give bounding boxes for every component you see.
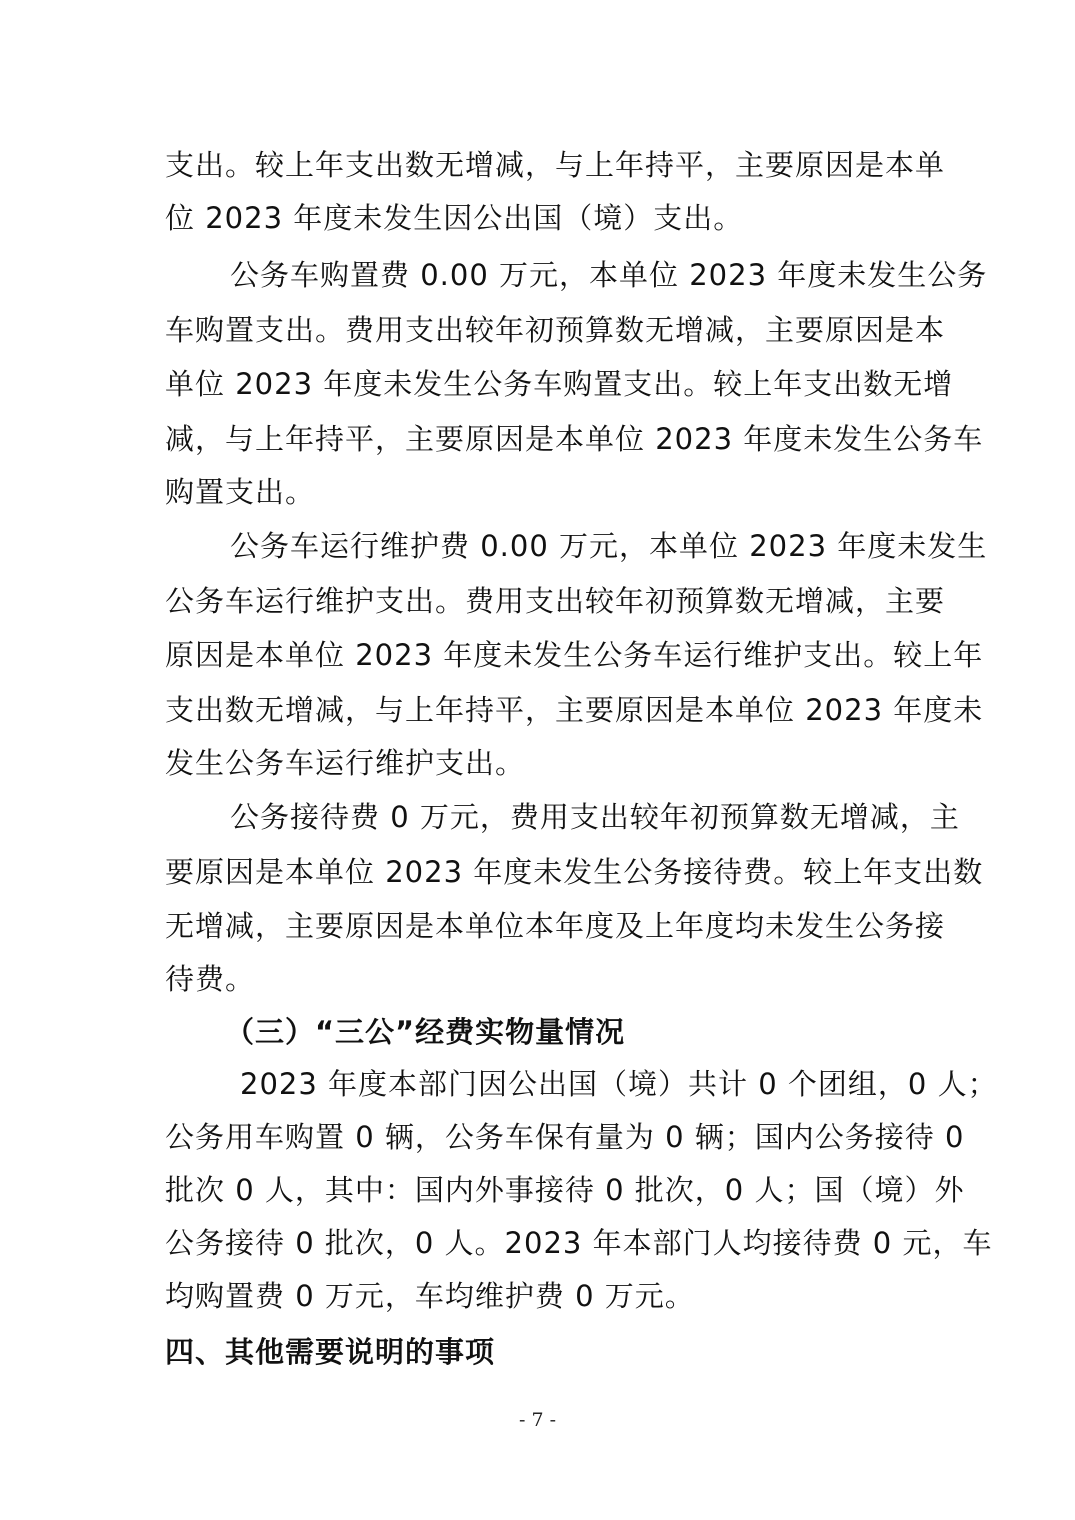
body-text-line: 单位 2023 年度未发生公务车购置支出。较上年支出数无增 (165, 367, 954, 401)
body-text-line: 位 2023 年度未发生因公出国（境）支出。 (165, 201, 744, 235)
body-text-line: 公务车运行维护费 0.00 万元，本单位 2023 年度未发生 (230, 529, 988, 563)
section-heading: 四、其他需要说明的事项 (165, 1335, 496, 1369)
body-text-line: 公务车购置费 0.00 万元，本单位 2023 年度未发生公务 (230, 258, 988, 292)
body-text-line: 均购置费 0 万元，车均维护费 0 万元。 (165, 1279, 695, 1313)
body-text-line: 发生公务车运行维护支出。 (165, 746, 526, 780)
body-text-line: 无增减，主要原因是本单位本年度及上年度均未发生公务接 (165, 909, 946, 943)
page-number: - 7 - (518, 1409, 556, 1431)
body-text-line: 公务接待 0 批次，0 人。2023 年本部门人均接待费 0 元，车 (165, 1226, 993, 1260)
body-text-line: 车购置支出。费用支出较年初预算数无增减，主要原因是本 (165, 313, 946, 347)
section-subheading: （三）“三公”经费实物量情况 (225, 1015, 626, 1049)
body-text-line: 购置支出。 (165, 475, 316, 509)
body-text-line: 公务车运行维护支出。费用支出较年初预算数无增减，主要 (165, 584, 946, 618)
body-text-line: 支出数无增减，与上年持平，主要原因是本单位 2023 年度未 (165, 693, 984, 727)
body-text-line: 原因是本单位 2023 年度未发生公务车运行维护支出。较上年 (165, 638, 984, 672)
body-text-line: 待费。 (165, 962, 256, 996)
body-text-line: 公务用车购置 0 辆，公务车保有量为 0 辆；国内公务接待 0 (165, 1120, 965, 1154)
body-text-line: 减，与上年持平，主要原因是本单位 2023 年度未发生公务车 (165, 422, 984, 456)
body-text-line: 支出。较上年支出数无增减，与上年持平，主要原因是本单 (165, 148, 946, 182)
body-text-line: 公务接待费 0 万元，费用支出较年初预算数无增减，主 (230, 800, 960, 834)
body-text-line: 要原因是本单位 2023 年度未发生公务接待费。较上年支出数 (165, 855, 984, 889)
body-text-line: 批次 0 人，其中：国内外事接待 0 批次，0 人；国（境）外 (165, 1173, 965, 1207)
body-text-line: 2023 年度本部门因公出国（境）共计 0 个团组，0 人； (240, 1067, 998, 1101)
